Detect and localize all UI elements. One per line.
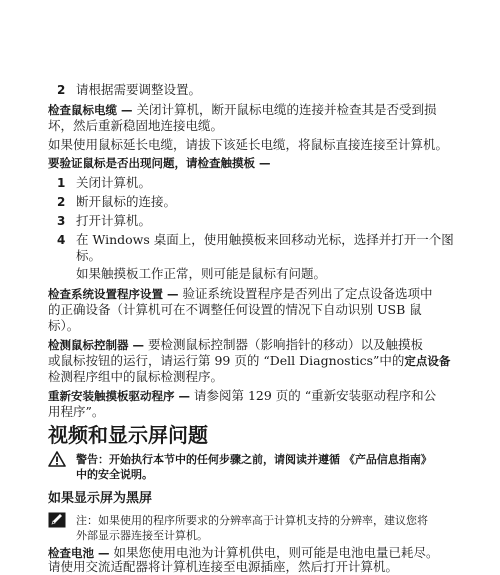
controller-text3: 检测程序组中的鼠标检测程序。 — [48, 369, 224, 384]
step-text: 请根据需要调整设置。 — [76, 82, 202, 97]
touchpad-ok-text: 如果触摸板工作正常，则可能是鼠标有问题。 — [76, 266, 327, 281]
controller-text2: 或鼠标按钮的运行，请运行第 99 页的 “Dell Diagnostics”中的 — [48, 353, 405, 368]
step-text-cont: 标。 — [76, 248, 102, 263]
step-text: 打开计算机。 — [76, 213, 152, 228]
controller-label: 检测鼠标控制器 — — [48, 338, 145, 352]
system-setup-text2: 的正确设备（计算机可在不调整任何设置的情况下自动识别 USB 鼠 — [48, 302, 422, 317]
system-setup-text3: 标）。 — [48, 318, 80, 333]
step-number: 2 — [57, 83, 66, 97]
extension-text: 如果使用鼠标延长电缆，请拔下该延长电缆，将鼠标直接连接至计算机。 — [48, 137, 449, 152]
battery-text2: 请使用交流适配器将计算机连接至电源插座，然后打开计算机。 — [48, 559, 399, 574]
warning-line2: 中的安全说明。 — [76, 468, 153, 481]
reinstall-text2: 用程序”。 — [48, 404, 105, 419]
battery-text1: 如果您使用电池为计算机供电，则可能是电池电量已耗尽。 — [109, 545, 439, 560]
step-number: 3 — [57, 214, 66, 228]
reinstall-line1 — [48, 388, 448, 404]
reinstall-label: 重新安装触摸板驱动程序 — — [48, 389, 191, 403]
subsection-title: 如果显示屏为黑屏 — [48, 491, 153, 506]
cable-check-text1: 关闭计算机，断开鼠标电缆的连接并检查其是否受到损 — [132, 102, 437, 117]
cable-check-text2: 坏，然后重新稳固地连接电缆。 — [48, 118, 224, 133]
battery-label: 检查电池 — — [48, 546, 110, 560]
system-setup-line1 — [48, 286, 448, 302]
step-number: 4 — [57, 233, 66, 247]
cable-check-label: 检查鼠标电缆 — — [48, 103, 133, 117]
step-text: 断开鼠标的连接。 — [76, 194, 177, 209]
reinstall-text1: 请参阅第 129 页的 “重新安装驱动程序和公 — [190, 388, 437, 403]
cable-check-line1 — [48, 102, 448, 118]
note-line1: 注：如果使用的程序所要求的分辨率高于计算机支持的分辨率，建议您将 — [76, 514, 428, 527]
step-number: 2 — [57, 195, 66, 209]
system-setup-text1: 验证系统设置程序是否列出了定点设备选项中 — [178, 286, 433, 301]
system-setup-label: 检查系统设置程序设置 — — [48, 287, 179, 301]
controller-line2 — [48, 353, 451, 369]
step-number: 1 — [57, 176, 66, 190]
section-title: 视频和显示屏问题 — [48, 423, 208, 447]
note-icon — [48, 512, 66, 528]
step-text: 在 Windows 桌面上，使用触摸板来回移动光标，选择并打开一个图 — [76, 232, 454, 247]
step-text: 关闭计算机。 — [76, 175, 152, 190]
controller-text1: 要检测鼠标控制器（影响指针的移动）以及触摸板 — [144, 337, 423, 352]
controller-line1 — [48, 337, 448, 353]
verify-heading: 要验证鼠标是否出现问题，请检查触摸板 — — [48, 156, 271, 170]
note-line2: 外部显示器连接至计算机。 — [76, 529, 208, 542]
warning-line1: 警告：开始执行本节中的任何步骤之前，请阅读并遵循 《产品信息指南》 — [76, 453, 432, 466]
controller-bold2: 定点设备 — [404, 354, 451, 368]
warning-icon — [48, 451, 66, 467]
